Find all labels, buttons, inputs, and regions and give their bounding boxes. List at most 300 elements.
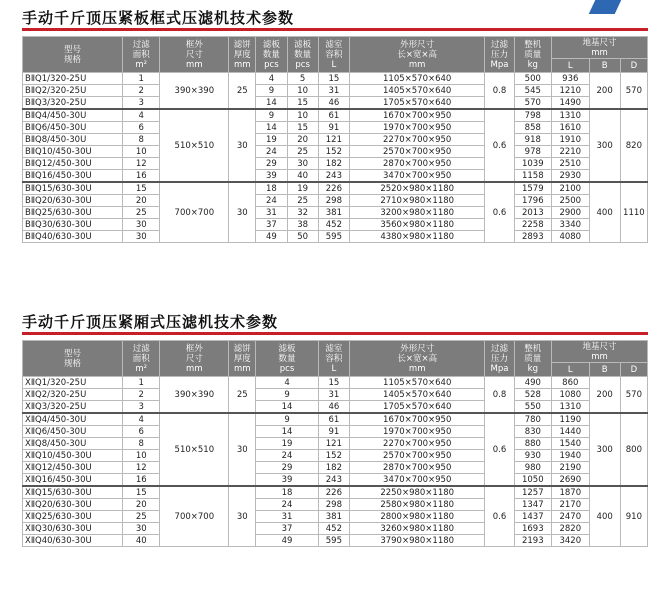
model-cell: BⅡQ4/450-30U <box>23 109 123 122</box>
value-cell: 595 <box>318 535 349 547</box>
frame-size-cell: 390×390 <box>160 377 229 414</box>
value-cell: 91 <box>318 122 349 134</box>
value-cell: 3 <box>122 97 159 110</box>
value-cell: 980 <box>514 462 551 474</box>
value-cell: 1490 <box>552 97 589 110</box>
value-cell: 40 <box>122 535 159 547</box>
value-cell: 1050 <box>514 474 551 487</box>
table-row <box>23 377 648 389</box>
col-cake: 滤饼 厚度 mm <box>229 341 256 377</box>
value-cell: 1105×570×640 <box>349 73 484 85</box>
value-cell: 19 <box>287 182 318 195</box>
model-cell: XⅡQ16/450-30U <box>23 474 123 487</box>
value-cell: 2870×700×950 <box>350 462 485 474</box>
value-cell: 1910 <box>552 134 589 146</box>
col-foundation-d: D <box>620 363 647 377</box>
value-cell: 46 <box>318 97 349 110</box>
cake-thickness-cell: 25 <box>229 377 256 414</box>
cake-thickness-cell: 30 <box>229 413 256 486</box>
value-cell: 8 <box>122 134 159 146</box>
value-cell: 2520×980×1180 <box>349 182 484 195</box>
value-cell: 1210 <box>552 85 589 97</box>
value-cell: 1670×700×950 <box>349 109 484 122</box>
value-cell: 860 <box>552 377 589 389</box>
cake-thickness-cell: 30 <box>229 486 256 547</box>
col-foundation: 地基尺寸 mm <box>552 341 648 363</box>
value-cell: 24 <box>256 195 287 207</box>
value-cell: 3470×700×950 <box>349 170 484 183</box>
value-cell: 1105×570×640 <box>350 377 485 389</box>
value-cell: 37 <box>256 523 318 535</box>
col-cake: 滤饼 厚度 mm <box>229 37 256 73</box>
value-cell: 6 <box>122 426 159 438</box>
value-cell: 91 <box>318 426 349 438</box>
model-cell: XⅡQ1/320-25U <box>23 377 123 389</box>
value-cell: 1080 <box>552 389 589 401</box>
pressure-cell: 0.6 <box>485 486 514 547</box>
value-cell: 2250×980×1180 <box>350 486 485 499</box>
value-cell: 4080 <box>552 231 589 243</box>
section-rule <box>22 28 648 31</box>
value-cell: 16 <box>122 474 159 487</box>
value-cell: 25 <box>122 511 159 523</box>
table-row <box>23 97 648 110</box>
table-row <box>23 219 648 231</box>
cake-thickness-cell: 30 <box>229 182 256 243</box>
table-row <box>23 413 648 426</box>
table-row <box>23 438 648 450</box>
value-cell: 1347 <box>514 499 551 511</box>
value-cell: 298 <box>318 195 349 207</box>
col-plates: 滤板 数量 pcs <box>256 341 318 377</box>
value-cell: 978 <box>514 146 551 158</box>
table-row <box>23 462 648 474</box>
value-cell: 2710×980×1180 <box>349 195 484 207</box>
value-cell: 2570×700×950 <box>350 450 485 462</box>
value-cell: 243 <box>318 170 349 183</box>
model-cell: XⅡQ12/450-30U <box>23 462 123 474</box>
value-cell: 14 <box>256 97 287 110</box>
value-cell: 4 <box>256 73 287 85</box>
value-cell: 49 <box>256 231 287 243</box>
value-cell: 9 <box>256 109 287 122</box>
foundation-d-cell: 570 <box>620 73 647 110</box>
frame-size-cell: 510×510 <box>160 109 229 182</box>
value-cell: 31 <box>318 389 349 401</box>
value-cell: 2170 <box>552 499 589 511</box>
model-cell: BⅡQ12/450-30U <box>23 158 123 170</box>
value-cell: 2800×980×1180 <box>350 511 485 523</box>
col-weight: 整机 质量 kg <box>514 341 551 377</box>
value-cell: 4380×980×1180 <box>349 231 484 243</box>
col-model: 型号 规格 <box>23 341 123 377</box>
value-cell: 50 <box>287 231 318 243</box>
value-cell: 2510 <box>552 158 589 170</box>
value-cell: 2690 <box>552 474 589 487</box>
table-row <box>23 474 648 487</box>
table-row <box>23 511 648 523</box>
value-cell: 1705×570×640 <box>350 401 485 414</box>
col-foundation: 地基尺寸 mm <box>552 37 648 59</box>
model-cell: XⅡQ15/630-30U <box>23 486 123 499</box>
value-cell: 25 <box>287 146 318 158</box>
value-cell: 1970×700×950 <box>349 122 484 134</box>
corner-decoration-shape <box>589 0 622 14</box>
value-cell: 2500 <box>552 195 589 207</box>
table-row <box>23 182 648 195</box>
value-cell: 8 <box>122 438 159 450</box>
value-cell: 3420 <box>552 535 589 547</box>
col-pressure: 过滤 压力 Mpa <box>485 341 514 377</box>
value-cell: 3340 <box>552 219 589 231</box>
value-cell: 1579 <box>514 182 551 195</box>
value-cell: 780 <box>514 413 551 426</box>
pressure-cell: 0.6 <box>485 182 514 243</box>
value-cell: 3 <box>122 401 159 414</box>
col-chamber: 滤室 容积 L <box>318 37 349 73</box>
value-cell: 3260×980×1180 <box>350 523 485 535</box>
value-cell: 61 <box>318 109 349 122</box>
model-cell: XⅡQ20/630-30U <box>23 499 123 511</box>
model-cell: XⅡQ4/450-30U <box>23 413 123 426</box>
value-cell: 39 <box>256 474 318 487</box>
value-cell: 3200×980×1180 <box>349 207 484 219</box>
table-row <box>23 231 648 243</box>
model-cell: XⅡQ2/320-25U <box>23 389 123 401</box>
value-cell: 29 <box>256 158 287 170</box>
model-cell: XⅡQ6/450-30U <box>23 426 123 438</box>
value-cell: 2870×700×950 <box>349 158 484 170</box>
model-cell: BⅡQ8/450-30U <box>23 134 123 146</box>
foundation-d-cell: 910 <box>620 486 647 547</box>
frame-size-cell: 510×510 <box>160 413 229 486</box>
value-cell: 24 <box>256 499 318 511</box>
value-cell: 152 <box>318 450 349 462</box>
model-cell: BⅡQ15/630-30U <box>23 182 123 195</box>
value-cell: 2270×700×950 <box>349 134 484 146</box>
value-cell: 30 <box>122 231 159 243</box>
cake-thickness-cell: 25 <box>229 73 256 110</box>
col-foundation-b: B <box>589 363 620 377</box>
value-cell: 15 <box>318 73 349 85</box>
table-row <box>23 109 648 122</box>
value-cell: 452 <box>318 523 349 535</box>
spec-table-plate-frame <box>22 36 648 243</box>
value-cell: 1 <box>122 73 159 85</box>
value-cell: 830 <box>514 426 551 438</box>
col-dims: 外形尺寸 长×宽×高 mm <box>349 37 484 73</box>
value-cell: 30 <box>287 158 318 170</box>
value-cell: 29 <box>256 462 318 474</box>
model-cell: BⅡQ1/320-25U <box>23 73 123 85</box>
col-area: 过滤 面积 m² <box>122 37 159 73</box>
value-cell: 381 <box>318 511 349 523</box>
foundation-d-cell: 800 <box>620 413 647 486</box>
value-cell: 182 <box>318 462 349 474</box>
foundation-b-cell: 200 <box>589 377 620 414</box>
table-row <box>23 499 648 511</box>
value-cell: 20 <box>287 134 318 146</box>
value-cell: 2820 <box>552 523 589 535</box>
frame-size-cell: 700×700 <box>160 486 229 547</box>
value-cell: 2893 <box>514 231 551 243</box>
foundation-b-cell: 300 <box>589 109 620 182</box>
model-cell: BⅡQ40/630-30U <box>23 231 123 243</box>
value-cell: 30 <box>122 523 159 535</box>
frame-size-cell: 390×390 <box>160 73 229 110</box>
value-cell: 500 <box>514 73 551 85</box>
value-cell: 4 <box>122 413 159 426</box>
value-cell: 226 <box>318 486 349 499</box>
model-cell: BⅡQ10/450-30U <box>23 146 123 158</box>
model-cell: BⅡQ30/630-30U <box>23 219 123 231</box>
col-weight: 整机 质量 kg <box>514 37 551 73</box>
model-cell: BⅡQ16/450-30U <box>23 170 123 183</box>
value-cell: 490 <box>514 377 551 389</box>
value-cell: 15 <box>318 377 349 389</box>
table-row <box>23 535 648 547</box>
value-cell: 880 <box>514 438 551 450</box>
value-cell: 5 <box>287 73 318 85</box>
pressure-cell: 0.6 <box>485 413 514 486</box>
spec-table-chamber <box>22 340 648 547</box>
value-cell: 6 <box>122 122 159 134</box>
section-rule <box>22 332 648 335</box>
value-cell: 1190 <box>552 413 589 426</box>
value-cell: 25 <box>287 195 318 207</box>
value-cell: 32 <box>287 207 318 219</box>
pressure-cell: 0.8 <box>485 73 514 110</box>
value-cell: 9 <box>256 413 318 426</box>
table-row <box>23 450 648 462</box>
col-area: 过滤 面积 m² <box>122 341 159 377</box>
value-cell: 1670×700×950 <box>350 413 485 426</box>
value-cell: 798 <box>514 109 551 122</box>
value-cell: 1705×570×640 <box>349 97 484 110</box>
value-cell: 12 <box>122 158 159 170</box>
value-cell: 2210 <box>552 146 589 158</box>
value-cell: 25 <box>122 207 159 219</box>
value-cell: 4 <box>122 109 159 122</box>
value-cell: 9 <box>256 85 287 97</box>
col-frame: 框外 尺寸 mm <box>160 37 229 73</box>
value-cell: 61 <box>318 413 349 426</box>
value-cell: 3470×700×950 <box>350 474 485 487</box>
value-cell: 1796 <box>514 195 551 207</box>
value-cell: 24 <box>256 450 318 462</box>
value-cell: 1405×570×640 <box>349 85 484 97</box>
value-cell: 2 <box>122 85 159 97</box>
value-cell: 19 <box>256 134 287 146</box>
col-foundation-l: L <box>552 59 589 73</box>
value-cell: 298 <box>318 499 349 511</box>
value-cell: 1870 <box>552 486 589 499</box>
value-cell: 10 <box>287 85 318 97</box>
table-row <box>23 486 648 499</box>
foundation-d-cell: 570 <box>620 377 647 414</box>
col-frames: 滤板 数量 pcs <box>287 37 318 73</box>
col-foundation-d: D <box>620 59 647 73</box>
value-cell: 15 <box>122 486 159 499</box>
value-cell: 1310 <box>552 109 589 122</box>
value-cell: 14 <box>256 122 287 134</box>
model-cell: XⅡQ25/630-30U <box>23 511 123 523</box>
pressure-cell: 0.6 <box>485 109 514 182</box>
value-cell: 10 <box>287 109 318 122</box>
value-cell: 19 <box>256 438 318 450</box>
value-cell: 1437 <box>514 511 551 523</box>
value-cell: 20 <box>122 499 159 511</box>
value-cell: 15 <box>287 97 318 110</box>
value-cell: 1158 <box>514 170 551 183</box>
value-cell: 2193 <box>514 535 551 547</box>
value-cell: 2013 <box>514 207 551 219</box>
value-cell: 452 <box>318 219 349 231</box>
value-cell: 18 <box>256 486 318 499</box>
value-cell: 595 <box>318 231 349 243</box>
value-cell: 936 <box>552 73 589 85</box>
value-cell: 2570×700×950 <box>349 146 484 158</box>
col-model: 型号 规格 <box>23 37 123 73</box>
col-foundation-b: B <box>589 59 620 73</box>
value-cell: 1 <box>122 377 159 389</box>
value-cell: 1940 <box>552 450 589 462</box>
section-title-chamber: 手动千斤顶压紧厢式压滤机技术参数 <box>22 313 279 331</box>
value-cell: 1693 <box>514 523 551 535</box>
col-pressure: 过滤 压力 Mpa <box>485 37 514 73</box>
value-cell: 38 <box>287 219 318 231</box>
value-cell: 2470 <box>552 511 589 523</box>
model-cell: XⅡQ3/320-25U <box>23 401 123 414</box>
value-cell: 40 <box>287 170 318 183</box>
value-cell: 528 <box>514 389 551 401</box>
foundation-b-cell: 300 <box>589 413 620 486</box>
model-cell: BⅡQ6/450-30U <box>23 122 123 134</box>
foundation-b-cell: 400 <box>589 182 620 243</box>
value-cell: 121 <box>318 438 349 450</box>
model-cell: XⅡQ30/630-30U <box>23 523 123 535</box>
value-cell: 15 <box>287 122 318 134</box>
value-cell: 31 <box>256 511 318 523</box>
value-cell: 24 <box>256 146 287 158</box>
frame-size-cell: 700×700 <box>160 182 229 243</box>
col-plates: 滤板 数量 pcs <box>256 37 287 73</box>
model-cell: XⅡQ8/450-30U <box>23 438 123 450</box>
value-cell: 858 <box>514 122 551 134</box>
table-row <box>23 195 648 207</box>
value-cell: 121 <box>318 134 349 146</box>
value-cell: 545 <box>514 85 551 97</box>
table-row <box>23 207 648 219</box>
value-cell: 2580×980×1180 <box>350 499 485 511</box>
foundation-d-cell: 1110 <box>620 182 647 243</box>
value-cell: 37 <box>256 219 287 231</box>
value-cell: 4 <box>256 377 318 389</box>
value-cell: 9 <box>256 389 318 401</box>
model-cell: BⅡQ2/320-25U <box>23 85 123 97</box>
value-cell: 2258 <box>514 219 551 231</box>
value-cell: 10 <box>122 146 159 158</box>
value-cell: 930 <box>514 450 551 462</box>
value-cell: 14 <box>256 426 318 438</box>
table-row <box>23 73 648 85</box>
col-chamber: 滤室 容积 L <box>318 341 349 377</box>
value-cell: 2900 <box>552 207 589 219</box>
value-cell: 1039 <box>514 158 551 170</box>
value-cell: 1970×700×950 <box>350 426 485 438</box>
value-cell: 2 <box>122 389 159 401</box>
section-title-plate-frame: 手动千斤顶压紧板框式压滤机技术参数 <box>22 9 295 27</box>
value-cell: 152 <box>318 146 349 158</box>
value-cell: 10 <box>122 450 159 462</box>
value-cell: 570 <box>514 97 551 110</box>
foundation-b-cell: 400 <box>589 486 620 547</box>
value-cell: 30 <box>122 219 159 231</box>
value-cell: 1257 <box>514 486 551 499</box>
value-cell: 2190 <box>552 462 589 474</box>
value-cell: 182 <box>318 158 349 170</box>
table-row <box>23 426 648 438</box>
table-row <box>23 401 648 414</box>
value-cell: 1440 <box>552 426 589 438</box>
value-cell: 3790×980×1180 <box>350 535 485 547</box>
value-cell: 550 <box>514 401 551 414</box>
table-row <box>23 85 648 97</box>
value-cell: 18 <box>256 182 287 195</box>
value-cell: 1610 <box>552 122 589 134</box>
foundation-d-cell: 820 <box>620 109 647 182</box>
col-dims: 外形尺寸 长×宽×高 mm <box>350 341 485 377</box>
model-cell: BⅡQ25/630-30U <box>23 207 123 219</box>
col-frame: 框外 尺寸 mm <box>160 341 229 377</box>
value-cell: 3560×980×1180 <box>349 219 484 231</box>
value-cell: 49 <box>256 535 318 547</box>
value-cell: 243 <box>318 474 349 487</box>
table-row <box>23 523 648 535</box>
value-cell: 14 <box>256 401 318 414</box>
model-cell: XⅡQ40/630-30U <box>23 535 123 547</box>
value-cell: 39 <box>256 170 287 183</box>
table-row <box>23 134 648 146</box>
model-cell: BⅡQ3/320-25U <box>23 97 123 110</box>
table-row <box>23 122 648 134</box>
value-cell: 918 <box>514 134 551 146</box>
value-cell: 12 <box>122 462 159 474</box>
table-row <box>23 158 648 170</box>
value-cell: 2930 <box>552 170 589 183</box>
table-row <box>23 146 648 158</box>
value-cell: 31 <box>318 85 349 97</box>
foundation-b-cell: 200 <box>589 73 620 110</box>
value-cell: 1310 <box>552 401 589 414</box>
value-cell: 1540 <box>552 438 589 450</box>
table-row <box>23 170 648 183</box>
value-cell: 16 <box>122 170 159 183</box>
table-row <box>23 389 648 401</box>
model-cell: XⅡQ10/450-30U <box>23 450 123 462</box>
cake-thickness-cell: 30 <box>229 109 256 182</box>
value-cell: 1405×570×640 <box>350 389 485 401</box>
value-cell: 226 <box>318 182 349 195</box>
value-cell: 2100 <box>552 182 589 195</box>
value-cell: 20 <box>122 195 159 207</box>
value-cell: 381 <box>318 207 349 219</box>
value-cell: 2270×700×950 <box>350 438 485 450</box>
value-cell: 15 <box>122 182 159 195</box>
model-cell: BⅡQ20/630-30U <box>23 195 123 207</box>
value-cell: 31 <box>256 207 287 219</box>
pressure-cell: 0.8 <box>485 377 514 414</box>
